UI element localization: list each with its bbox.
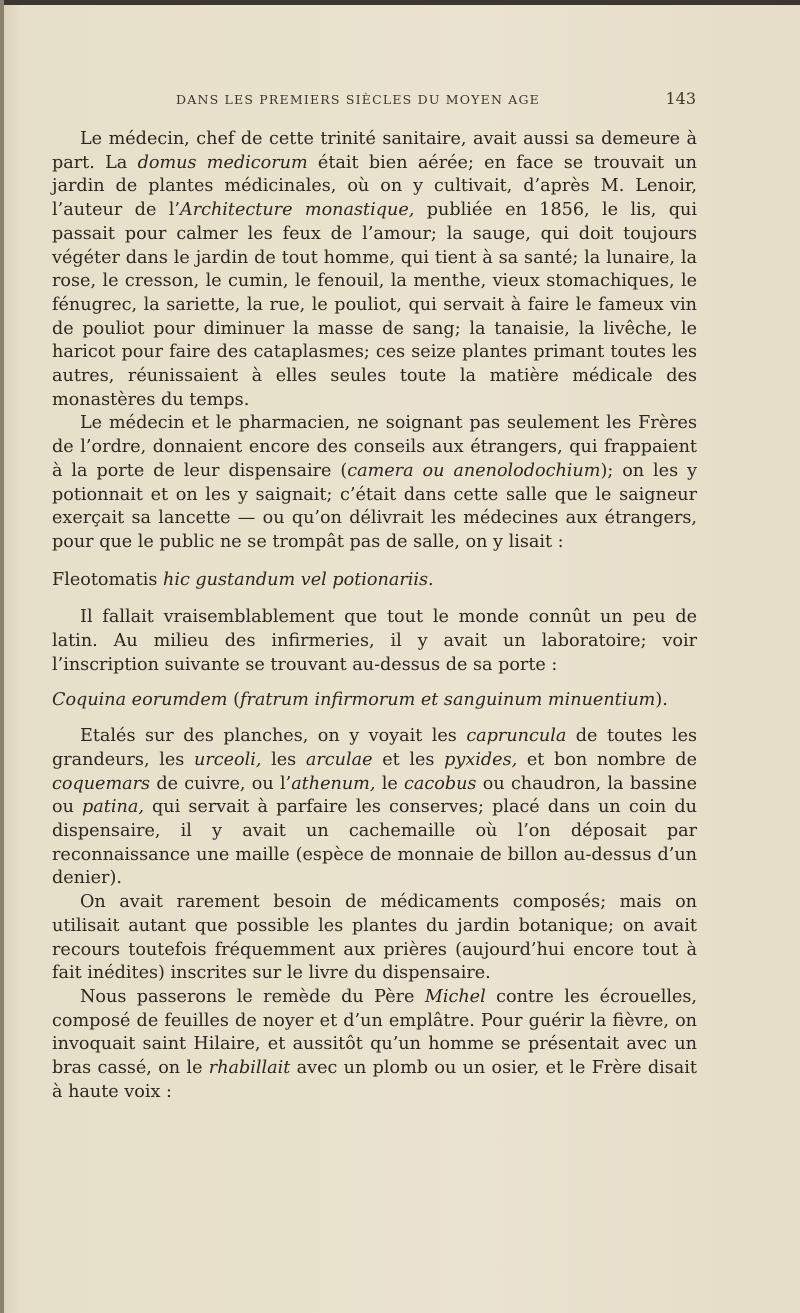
text-run: et bon nombre de [517,749,697,770]
text-run: Etalés sur des planches, on y voyait les [80,726,467,747]
italic-term: hic gustandum vel potionariis. [163,569,434,590]
italic-name: Michel [424,986,486,1007]
body-text [52,128,697,1104]
italic-term: coquemars [52,773,151,794]
paragraph-3 [52,606,697,677]
italic-term: athenum, [291,773,376,794]
text-run: avec un plomb ou un osier, et le Frère disait à haute voix : [52,1058,697,1102]
text-run: Il fallait vraisemblablement que tout le monde connût un peu de latin. Au milieu des infirmeries, il y avait un laboratoire; voir l’inscription suivante se trouvant au-dessus de sa porte : [52,607,697,675]
italic-term: cacobus [404,773,477,794]
text-run: le [375,773,405,794]
text-run: de toutes les grandeurs, les [52,726,698,770]
page-binding-edge [0,0,4,1313]
italic-term: Coquina eorumdem [52,690,228,711]
inscription-quote-1 [52,569,697,593]
text-run: Le médecin, chef de cette trinité sanitaire, avait aussi sa demeure à part. La [52,129,697,173]
text-run: publiée en 1856, le lis, qui passait pour calmer les feux de l’amour; la sauge, qui doit toujours végéter dans le jardin de tout homme, qui tient à sa santé; la lunaire, la rose, le cresson, le cumin, le fenouil, la menthe, vieux stomachiques, le fénugrec, la sariette, la rue, le pouliot, qui servait à faire le fameux vin de pouliot pour diminuer la masse de sang; la tanaisie, la livêche, le haricot pour faire des cataplasmes; ces seize plantes primant toutes les autres, réunissaient à elles seules toute la matière médicale des monastères du temps. [52,200,698,410]
page-header [176,89,696,113]
italic-term: arculae [305,749,373,770]
italic-term: rhabillait [208,1058,291,1079]
text-run: On avait rarement besoin de médicaments composés; mais on utilisait autant que possible les plantes du jardin botanique; on avait recours toutefois fréquemment aux prières (aujourd’hui encore tout à fait inédites) inscrites sur le livre du dispensaire. [52,892,697,984]
paragraph-5 [52,891,697,986]
italic-term: pyxides, [444,749,518,770]
italic-term: domus medicorum [137,152,308,173]
text-run: ( [227,690,240,711]
italic-term: capruncula [466,726,567,747]
italic-term: patina, [82,797,144,818]
paragraph-4 [52,725,697,891]
italic-title: Architecture monastique, [180,200,415,221]
paragraph-6 [52,986,697,1105]
text-run: qui servait à parfaire les conserves; placé dans un coin du dispensaire, il y avait un cachemaille où l’on déposait par reconnaissance une maille (espèce de monnaie de billon au-dessus d’un denier). [52,797,697,889]
italic-term: urceoli, [193,749,262,770]
text-run: contre les écrouelles, composé de feuilles de noyer et d’un emplâtre. Pour guérir la fièvre, on invoquait saint Hilaire, et aussitôt qu’un homme se présentait avec un bras cassé, on le [52,986,697,1079]
text-run: ); on les y potionnait et on les y saignait; c’était dans cette salle que le saigneur exerçait sa lancette — ou qu’on délivrait les médecines aux étrangers, pour que le public ne se trompât pas de salle, on y lisait : [52,460,698,552]
italic-term: fratrum infirmorum et sanguinum minuentium [239,690,656,711]
text-run: ). [655,690,668,711]
text-run: Le médecin et le pharmacien, ne soignant pas seulement les Frères de l’ordre, donnaient encore des conseils aux étrangers, qui frappaient à la porte de leur dispensaire ( [52,413,697,481]
page-number: 143 [665,89,696,108]
inscription-quote-2 [52,689,697,713]
running-title: DANS LES PREMIERS SIÈCLES DU MOYEN AGE [176,92,540,107]
paragraph-1 [52,128,697,412]
text-run: les [261,749,306,770]
page-top-edge [0,0,800,5]
paragraph-2 [52,412,697,554]
text-run: Nous passerons le remède du Père [80,986,425,1007]
text-run: était bien aérée; en face se trouvait un jardin de plantes médicinales, où on y cultivait, d’après M. Lenoir, l’auteur de l’ [52,152,697,221]
text-run: Fleotomatis [52,569,163,590]
text-run: ou chaudron, la bassine ou [52,773,697,818]
italic-term: camera ou anenolodochium [347,460,601,481]
text-run: de cuivre, ou l’ [150,773,292,794]
text-run: et les [372,749,445,770]
